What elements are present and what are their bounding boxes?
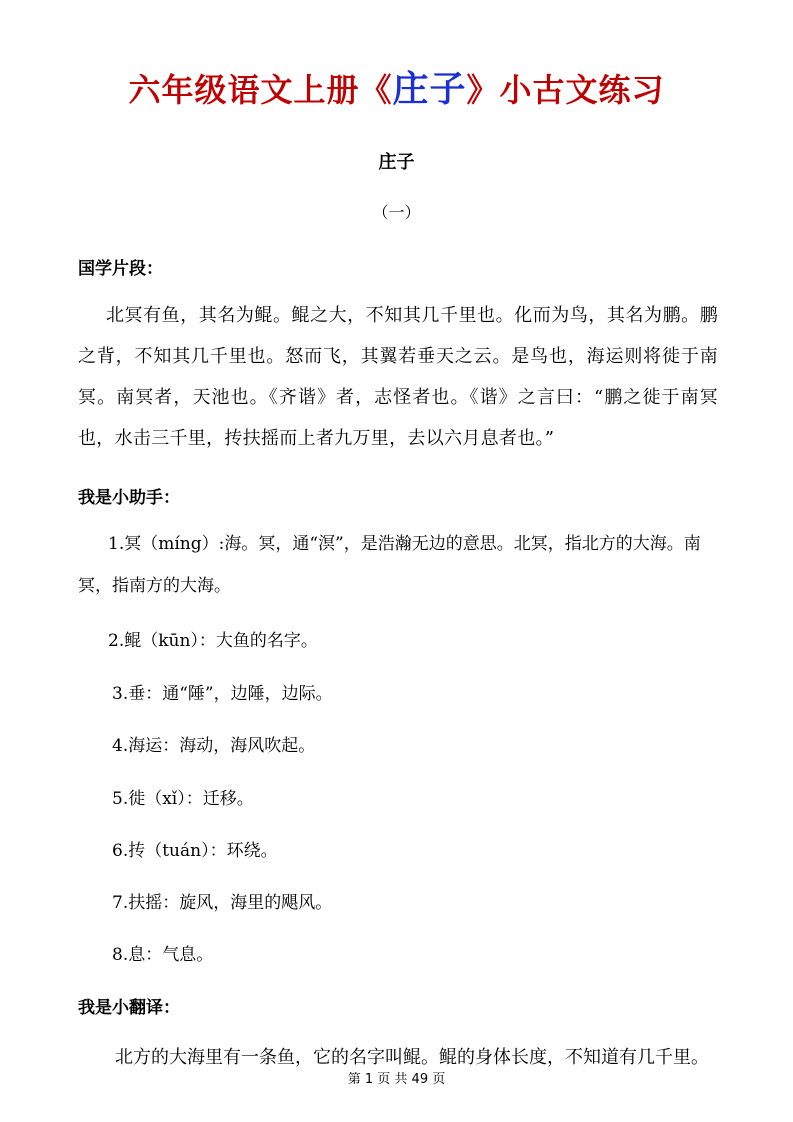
note-item: 4.海运：海动，海风吹起。 xyxy=(112,736,316,756)
section-number: （一） xyxy=(372,203,421,222)
helper-heading: 我是小助手： xyxy=(78,488,180,508)
note-item: 7.扶摇：旋风，海里的飓风。 xyxy=(112,893,333,913)
note-item: 6.抟（tuán）：环绕。 xyxy=(112,841,278,861)
translate-text: 北方的大海里有一条鱼，它的名字叫鲲。鲲的身体长度，不知道有几千里。 xyxy=(115,1047,709,1068)
guoxue-heading: 国学片段： xyxy=(78,259,163,279)
page-title xyxy=(0,68,793,112)
note-item: 1.冥（míng）:海。冥，通“溟”，是浩瀚无边的意思。北冥，指北方的大海。南冥，指南方的大海。 xyxy=(78,534,701,596)
title-part-1: 六年级语文上册《 xyxy=(128,71,393,109)
note-item: 3.垂：通“陲”，边陲，边际。 xyxy=(112,684,333,704)
note-item: 5.徙（xǐ）：迁移。 xyxy=(112,789,254,809)
guoxue-passage: 北冥有鱼，其名为鲲。鲲之大，不知其几千里也。化而为鸟，其名为鹏。鹏之背，不知其几千里也。怒而飞，其翼若垂天之云。是鸟也，海运则将徙于南冥。南冥者，天池也。《齐谐》者，志怪者也。《谐》之言曰：“鹏之徙于南冥也，水击三千里，抟扶摇而上者九万里，去以六月息者也。” xyxy=(78,305,718,449)
note-item: 2.鲲（kūn）：大鱼的名字。 xyxy=(108,631,318,651)
translate-heading: 我是小翻译： xyxy=(78,998,180,1018)
subtitle: 庄子 xyxy=(378,152,415,173)
title-part-2: 庄子 xyxy=(392,69,467,110)
page-footer: 第 1 页 共 49 页 xyxy=(347,1072,446,1087)
note-item: 8.息：气息。 xyxy=(112,945,214,965)
title-part-3: 》小古文练习 xyxy=(466,71,665,109)
